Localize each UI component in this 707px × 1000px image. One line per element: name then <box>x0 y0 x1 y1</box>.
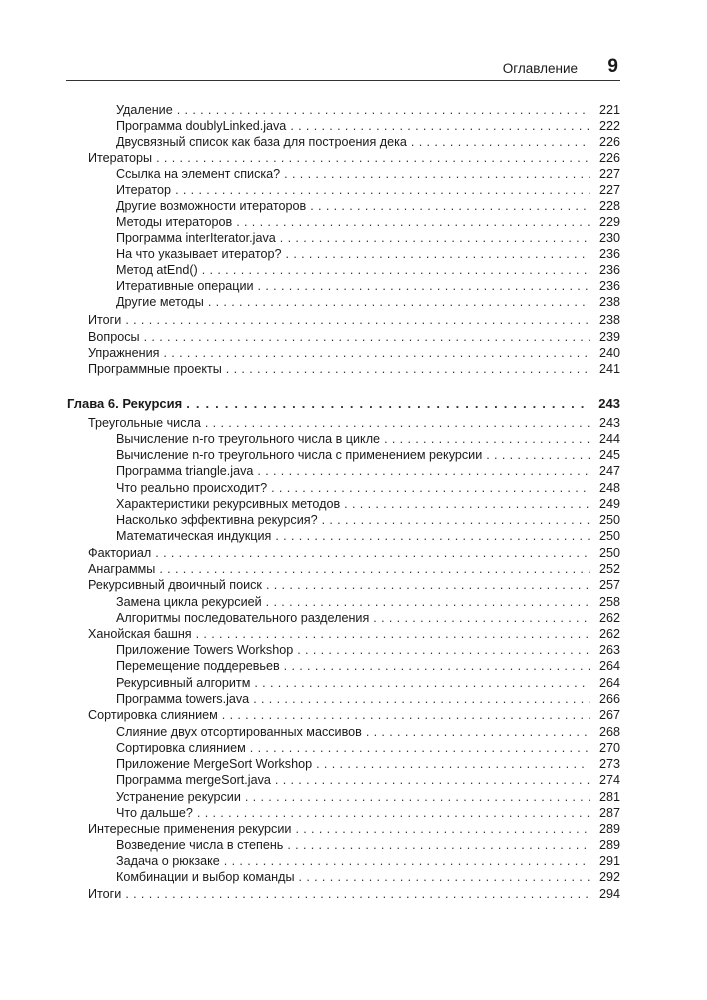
toc-entry-title: Итеративные операции <box>116 279 254 293</box>
toc-entry-page: 250 <box>598 546 620 560</box>
toc-entry-title: Замена цикла рекурсией <box>116 595 262 609</box>
dot-leader <box>253 691 590 707</box>
toc-entry-title: Алгоритмы последовательного разделения <box>116 611 370 625</box>
toc-entry[interactable] <box>116 262 620 278</box>
dot-leader <box>144 329 590 345</box>
dot-leader <box>316 756 590 772</box>
toc-entry-page: 236 <box>598 247 620 261</box>
toc-entry[interactable] <box>116 772 620 788</box>
dot-leader <box>202 262 590 278</box>
toc-entry[interactable] <box>88 577 620 593</box>
toc-entry-page: 289 <box>598 822 620 836</box>
dot-leader <box>486 447 590 463</box>
toc-entry-title: Другие возможности итераторов <box>116 199 307 213</box>
toc-entry-title: Слияние двух отсортированных массивов <box>116 725 362 739</box>
toc-entry-page: 264 <box>598 676 620 690</box>
dot-leader <box>175 182 590 198</box>
dot-leader <box>284 658 590 674</box>
toc-entry[interactable] <box>88 821 620 837</box>
toc-entry-page: 247 <box>598 464 620 478</box>
toc-entry-title: Программа doublyLinked.java <box>116 119 287 133</box>
toc-entry[interactable] <box>116 756 620 772</box>
toc-entry-title: Приложение Towers Workshop <box>116 643 294 657</box>
dot-leader <box>226 361 590 377</box>
toc-entry-page: 226 <box>598 135 620 149</box>
toc-entry[interactable] <box>88 329 620 345</box>
dot-leader <box>411 134 590 150</box>
toc-entry-title: Итоги <box>88 887 122 901</box>
toc-entry[interactable] <box>116 294 620 310</box>
toc-entry-page: 268 <box>598 725 620 739</box>
toc-entry-title: Вычисление n-го треугольного числа с применением рекурсии <box>116 448 483 462</box>
dot-leader <box>159 561 590 577</box>
toc-entry-page: 228 <box>598 199 620 213</box>
dot-leader <box>196 626 590 642</box>
dot-leader <box>266 577 590 593</box>
toc-entry[interactable] <box>88 561 620 577</box>
toc-entry-page: 249 <box>598 497 620 511</box>
toc-entry-page: 240 <box>598 346 620 360</box>
toc-entry-title: Перемещение поддеревьев <box>116 659 280 673</box>
toc-entry-page: 241 <box>598 362 620 376</box>
dot-leader <box>245 789 590 805</box>
dot-leader <box>224 853 590 869</box>
toc-entry-title: Ссылка на элемент списка? <box>116 167 281 181</box>
toc-entry-page: 227 <box>598 167 620 181</box>
dot-leader <box>254 675 590 691</box>
toc-entry[interactable] <box>116 805 620 821</box>
dot-leader <box>322 512 590 528</box>
toc-entry[interactable] <box>116 496 620 512</box>
toc-entry[interactable] <box>116 166 620 182</box>
toc-entry-page: 250 <box>598 529 620 543</box>
dot-leader <box>186 396 590 412</box>
toc-entry-title: Вычисление n-го треугольного числа в цикле <box>116 432 381 446</box>
toc-entry-page: 292 <box>598 870 620 884</box>
dot-leader <box>163 345 590 361</box>
toc-entry[interactable] <box>116 198 620 214</box>
toc-entry-title: Что реально происходит? <box>116 481 268 495</box>
toc-entry[interactable] <box>88 707 620 723</box>
toc-entry-title: Сортировка слиянием <box>88 708 218 722</box>
toc-entry-page: 236 <box>598 263 620 277</box>
toc-entry[interactable] <box>88 345 620 361</box>
dot-leader <box>125 886 590 902</box>
dot-leader <box>310 198 590 214</box>
toc-entry-title: Программа towers.java <box>116 692 250 706</box>
running-header-section: Оглавление <box>502 61 578 76</box>
toc-entry[interactable] <box>88 545 620 561</box>
toc-entry-title: Факториал <box>88 546 152 560</box>
toc-entry-title: Итератор <box>116 183 172 197</box>
toc-entry[interactable] <box>88 312 620 328</box>
toc-entry-page: 258 <box>598 595 620 609</box>
toc-entry-title: На что указывает итератор? <box>116 247 282 261</box>
toc-entry-title: Насколько эффективна рекурсия? <box>116 513 318 527</box>
dot-leader <box>286 246 590 262</box>
toc-entry-title: Другие методы <box>116 295 204 309</box>
dot-leader <box>280 230 590 246</box>
toc-entry[interactable] <box>88 886 620 902</box>
toc-entry-page: 238 <box>598 295 620 309</box>
toc-entry-page: 274 <box>598 773 620 787</box>
toc-chapter-heading[interactable] <box>67 396 620 412</box>
dot-leader <box>266 594 590 610</box>
toc-entry-page: 287 <box>598 806 620 820</box>
toc-entry-page: 266 <box>598 692 620 706</box>
dot-leader <box>297 642 590 658</box>
dot-leader <box>295 821 590 837</box>
toc-entry[interactable] <box>116 182 620 198</box>
toc-entry[interactable] <box>116 642 620 658</box>
toc-entry[interactable] <box>116 512 620 528</box>
toc-entry-title: Приложение MergeSort Workshop <box>116 757 313 771</box>
toc-entry-page: 222 <box>598 119 620 133</box>
toc-entry-title: Программные проекты <box>88 362 222 376</box>
dot-leader <box>284 166 590 182</box>
toc-entry-page: 221 <box>598 103 620 117</box>
toc-entry-title: Глава 6. Рекурсия <box>67 396 183 411</box>
toc-entry[interactable] <box>116 528 620 544</box>
toc-entry-page: 291 <box>598 854 620 868</box>
dot-leader <box>155 545 590 561</box>
toc-entry[interactable] <box>116 789 620 805</box>
dot-leader <box>236 214 590 230</box>
toc-entry-page: 267 <box>598 708 620 722</box>
toc-entry[interactable] <box>88 150 620 166</box>
dot-leader <box>384 431 590 447</box>
toc-entry-page: 262 <box>598 627 620 641</box>
toc-entry-page: 252 <box>598 562 620 576</box>
dot-leader <box>344 496 590 512</box>
toc-entry[interactable] <box>116 740 620 756</box>
toc-entry-title: Программа mergeSort.java <box>116 773 271 787</box>
toc-entry[interactable] <box>116 134 620 150</box>
dot-leader <box>257 463 590 479</box>
toc-entry-title: Рекурсивный двоичный поиск <box>88 578 262 592</box>
toc-entry-title: Двусвязный список как база для построения дека <box>116 135 407 149</box>
toc-entry-page: 239 <box>598 330 620 344</box>
dot-leader <box>287 837 590 853</box>
toc-entry-title: Итераторы <box>88 151 153 165</box>
toc-entry-page: 248 <box>598 481 620 495</box>
dot-leader <box>156 150 590 166</box>
toc-entry-page: 294 <box>598 887 620 901</box>
toc-entry-title: Ханойская башня <box>88 627 192 641</box>
toc-entry-title: Интересные применения рекурсии <box>88 822 292 836</box>
dot-leader <box>373 610 590 626</box>
toc-entry[interactable] <box>116 837 620 853</box>
dot-leader <box>208 294 590 310</box>
toc-entry-page: 227 <box>598 183 620 197</box>
toc-entry[interactable] <box>88 626 620 642</box>
toc-entry-title: Сортировка слиянием <box>116 741 246 755</box>
toc-entry-title: Возведение числа в степень <box>116 838 284 852</box>
dot-leader <box>258 278 590 294</box>
toc-entry[interactable] <box>116 594 620 610</box>
toc-entry[interactable] <box>116 658 620 674</box>
toc-entry-title: Программа triangle.java <box>116 464 254 478</box>
toc-entry-title: Итоги <box>88 313 122 327</box>
toc-entry-title: Задача о рюкзаке <box>116 854 220 868</box>
toc-entry[interactable] <box>116 431 620 447</box>
toc-entry-page: 262 <box>598 611 620 625</box>
toc-entry-title: Удаление <box>116 103 173 117</box>
toc-entry[interactable] <box>116 691 620 707</box>
toc-entry[interactable] <box>116 246 620 262</box>
toc-entry-page: 244 <box>598 432 620 446</box>
dot-leader <box>290 118 590 134</box>
dot-leader <box>205 415 590 431</box>
toc-entry-title: Методы итераторов <box>116 215 233 229</box>
toc-entry-title: Треугольные числа <box>88 416 201 430</box>
toc-entry-page: 281 <box>598 790 620 804</box>
toc-entry[interactable] <box>116 214 620 230</box>
toc-entry-page: 238 <box>598 313 620 327</box>
toc-entry[interactable] <box>116 869 620 885</box>
toc-entry-title: Метод atEnd() <box>116 263 198 277</box>
toc-entry[interactable] <box>116 675 620 691</box>
toc-entry[interactable] <box>88 361 620 377</box>
toc-entry-page: 273 <box>598 757 620 771</box>
toc-entry[interactable] <box>116 610 620 626</box>
dot-leader <box>275 772 590 788</box>
toc-entry-page: 263 <box>598 643 620 657</box>
toc-entry[interactable] <box>116 118 620 134</box>
toc-entry-page: 270 <box>598 741 620 755</box>
dot-leader <box>197 805 590 821</box>
dot-leader <box>299 869 590 885</box>
dot-leader <box>250 740 590 756</box>
dot-leader <box>366 724 590 740</box>
toc-entry-title: Комбинации и выбор команды <box>116 870 295 884</box>
toc-entry-page: 230 <box>598 231 620 245</box>
dot-leader <box>177 102 590 118</box>
toc-entry[interactable] <box>88 415 620 431</box>
toc-entry[interactable] <box>116 480 620 496</box>
toc-entry[interactable] <box>116 724 620 740</box>
dot-leader <box>125 312 590 328</box>
toc-entry-title: Вопросы <box>88 330 140 344</box>
toc-entry-title: Что дальше? <box>116 806 193 820</box>
page-number: 9 <box>607 56 618 77</box>
toc-entry-page: 289 <box>598 838 620 852</box>
toc-entry-page: 229 <box>598 215 620 229</box>
toc-entry[interactable] <box>116 447 620 463</box>
toc-entry-page: 236 <box>598 279 620 293</box>
toc-entry-title: Характеристики рекурсивных методов <box>116 497 341 511</box>
toc-entry[interactable] <box>116 278 620 294</box>
dot-leader <box>275 528 590 544</box>
toc-entry-title: Анаграммы <box>88 562 156 576</box>
toc-entry-page: 226 <box>598 151 620 165</box>
toc-entry-title: Рекурсивный алгоритм <box>116 676 251 690</box>
toc-entry[interactable] <box>116 230 620 246</box>
toc-entry[interactable] <box>116 853 620 869</box>
dot-leader <box>271 480 590 496</box>
toc-entry-title: Упражнения <box>88 346 160 360</box>
toc-entry-title: Программа interIterator.java <box>116 231 276 245</box>
toc-entry-page: 250 <box>598 513 620 527</box>
toc-entry-title: Устранение рекурсии <box>116 790 241 804</box>
toc-entry-title: Математическая индукция <box>116 529 272 543</box>
dot-leader <box>222 707 590 723</box>
toc-entry[interactable] <box>116 102 620 118</box>
toc-entry-page: 264 <box>598 659 620 673</box>
toc-entry-page: 257 <box>598 578 620 592</box>
toc-entry[interactable] <box>116 463 620 479</box>
toc-entry-page: 243 <box>598 396 620 411</box>
toc-entry-page: 245 <box>598 448 620 462</box>
toc-entry-page: 243 <box>598 416 620 430</box>
running-header <box>66 58 620 81</box>
